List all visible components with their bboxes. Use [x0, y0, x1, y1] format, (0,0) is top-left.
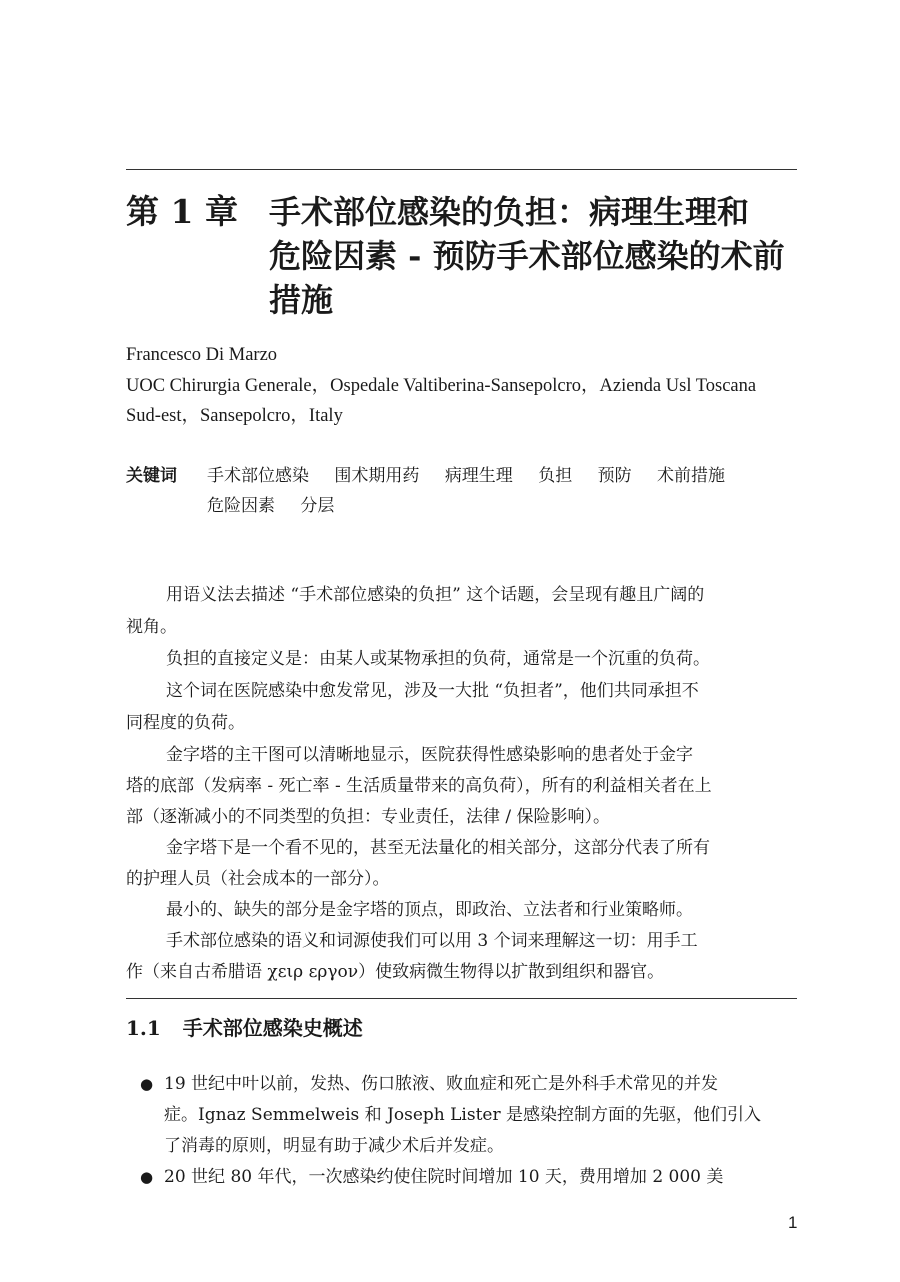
- keyword: 病理生理: [444, 466, 513, 486]
- paragraph-line: 作（来自古希腊语 χειρ εργον）使致病微生物得以扩散到组织和器官。: [126, 962, 665, 982]
- bullet-icon: ●: [140, 1168, 154, 1186]
- chapter-title: [269, 190, 809, 322]
- bullet-line: 20 世纪 80 年代，一次感染约使住院时间增加 10 天，费用增加 2 000 美: [164, 1167, 724, 1187]
- bullet-icon: ●: [140, 1075, 154, 1093]
- paragraph-line: 同程度的负荷。: [126, 713, 245, 733]
- paragraph-line: 最小的、缺失的部分是金字塔的顶点，即政治、立法者和行业策略师。: [166, 900, 693, 920]
- paragraph-line: 部（逐渐减小的不同类型的负担：专业责任，法律 / 保险影响）。: [126, 807, 611, 827]
- keyword: 围术期用药: [334, 466, 420, 486]
- paragraph-line: 塔的底部（发病率 - 死亡率 - 生活质量带来的高负荷），所有的利益相关者在上: [126, 776, 712, 796]
- section-divider: [126, 998, 797, 999]
- chapter-title-line: 手术部位感染的负担：病理生理和: [269, 193, 750, 231]
- author-affiliation-line: UOC Chirurgia Generale，Ospedale Valtiberina-Sansepolcro，Azienda Usl Toscana: [126, 376, 757, 396]
- paragraph-line: 金字塔下是一个看不见的，甚至无法量化的相关部分，这部分代表了所有: [166, 838, 710, 858]
- section-title: 手术部位感染史概述: [182, 1016, 363, 1040]
- keywords-list: [207, 462, 745, 490]
- chapter-number: 第 1 章: [126, 192, 238, 231]
- keywords-label: 关键词: [126, 466, 177, 486]
- keyword: 分层: [300, 496, 335, 516]
- chapter-title-line: 措施: [269, 281, 334, 319]
- paragraph-line: 负担的直接定义是：由某人或某物承担的负荷，通常是一个沉重的负荷。: [166, 649, 710, 669]
- bullet-line: 了消毒的原则，明显有助于减少术后并发症。: [164, 1136, 504, 1156]
- section-heading: [126, 1013, 363, 1043]
- paragraph-line: 用语义法去描述 “手术部位感染的负担” 这个话题，会呈现有趣且广阔的: [166, 585, 705, 605]
- keyword: 负担: [538, 466, 573, 486]
- paragraph-line: 这个词在医院感染中愈发常见，涉及一大批 “负担者”，他们共同承担不: [166, 681, 699, 701]
- author-name: Francesco Di Marzo: [126, 345, 278, 365]
- keyword: 术前措施: [657, 466, 726, 486]
- keyword: 手术部位感染: [207, 466, 309, 486]
- paragraph-line: 手术部位感染的语义和词源使我们可以用 3 个词来理解这一切：用手工: [166, 931, 698, 951]
- keyword: 预防: [597, 466, 632, 486]
- author-affiliation-line: Sud-est，Sansepolcro，Italy: [126, 406, 343, 426]
- page-number: 1: [788, 1213, 798, 1232]
- chapter-title-line: 危险因素 - 预防手术部位感染的术前: [269, 237, 785, 275]
- bullet-line: 症。Ignaz Semmelweis 和 Joseph Lister 是感染控制方面的先驱，他们引入: [164, 1105, 762, 1125]
- section-number: 1.1: [126, 1016, 161, 1040]
- keywords-list-continued: [207, 492, 354, 520]
- paragraph-line: 视角。: [126, 617, 177, 637]
- paragraph-line: 金字塔的主干图可以清晰地显示，医院获得性感染影响的患者处于金字: [166, 745, 693, 765]
- bullet-line: 19 世纪中叶以前，发热、伤口脓液、败血症和死亡是外科手术常见的并发: [164, 1074, 719, 1094]
- keyword: 危险因素: [207, 496, 275, 516]
- paragraph-line: 的护理人员（社会成本的一部分）。: [126, 869, 390, 889]
- top-divider: [126, 169, 797, 170]
